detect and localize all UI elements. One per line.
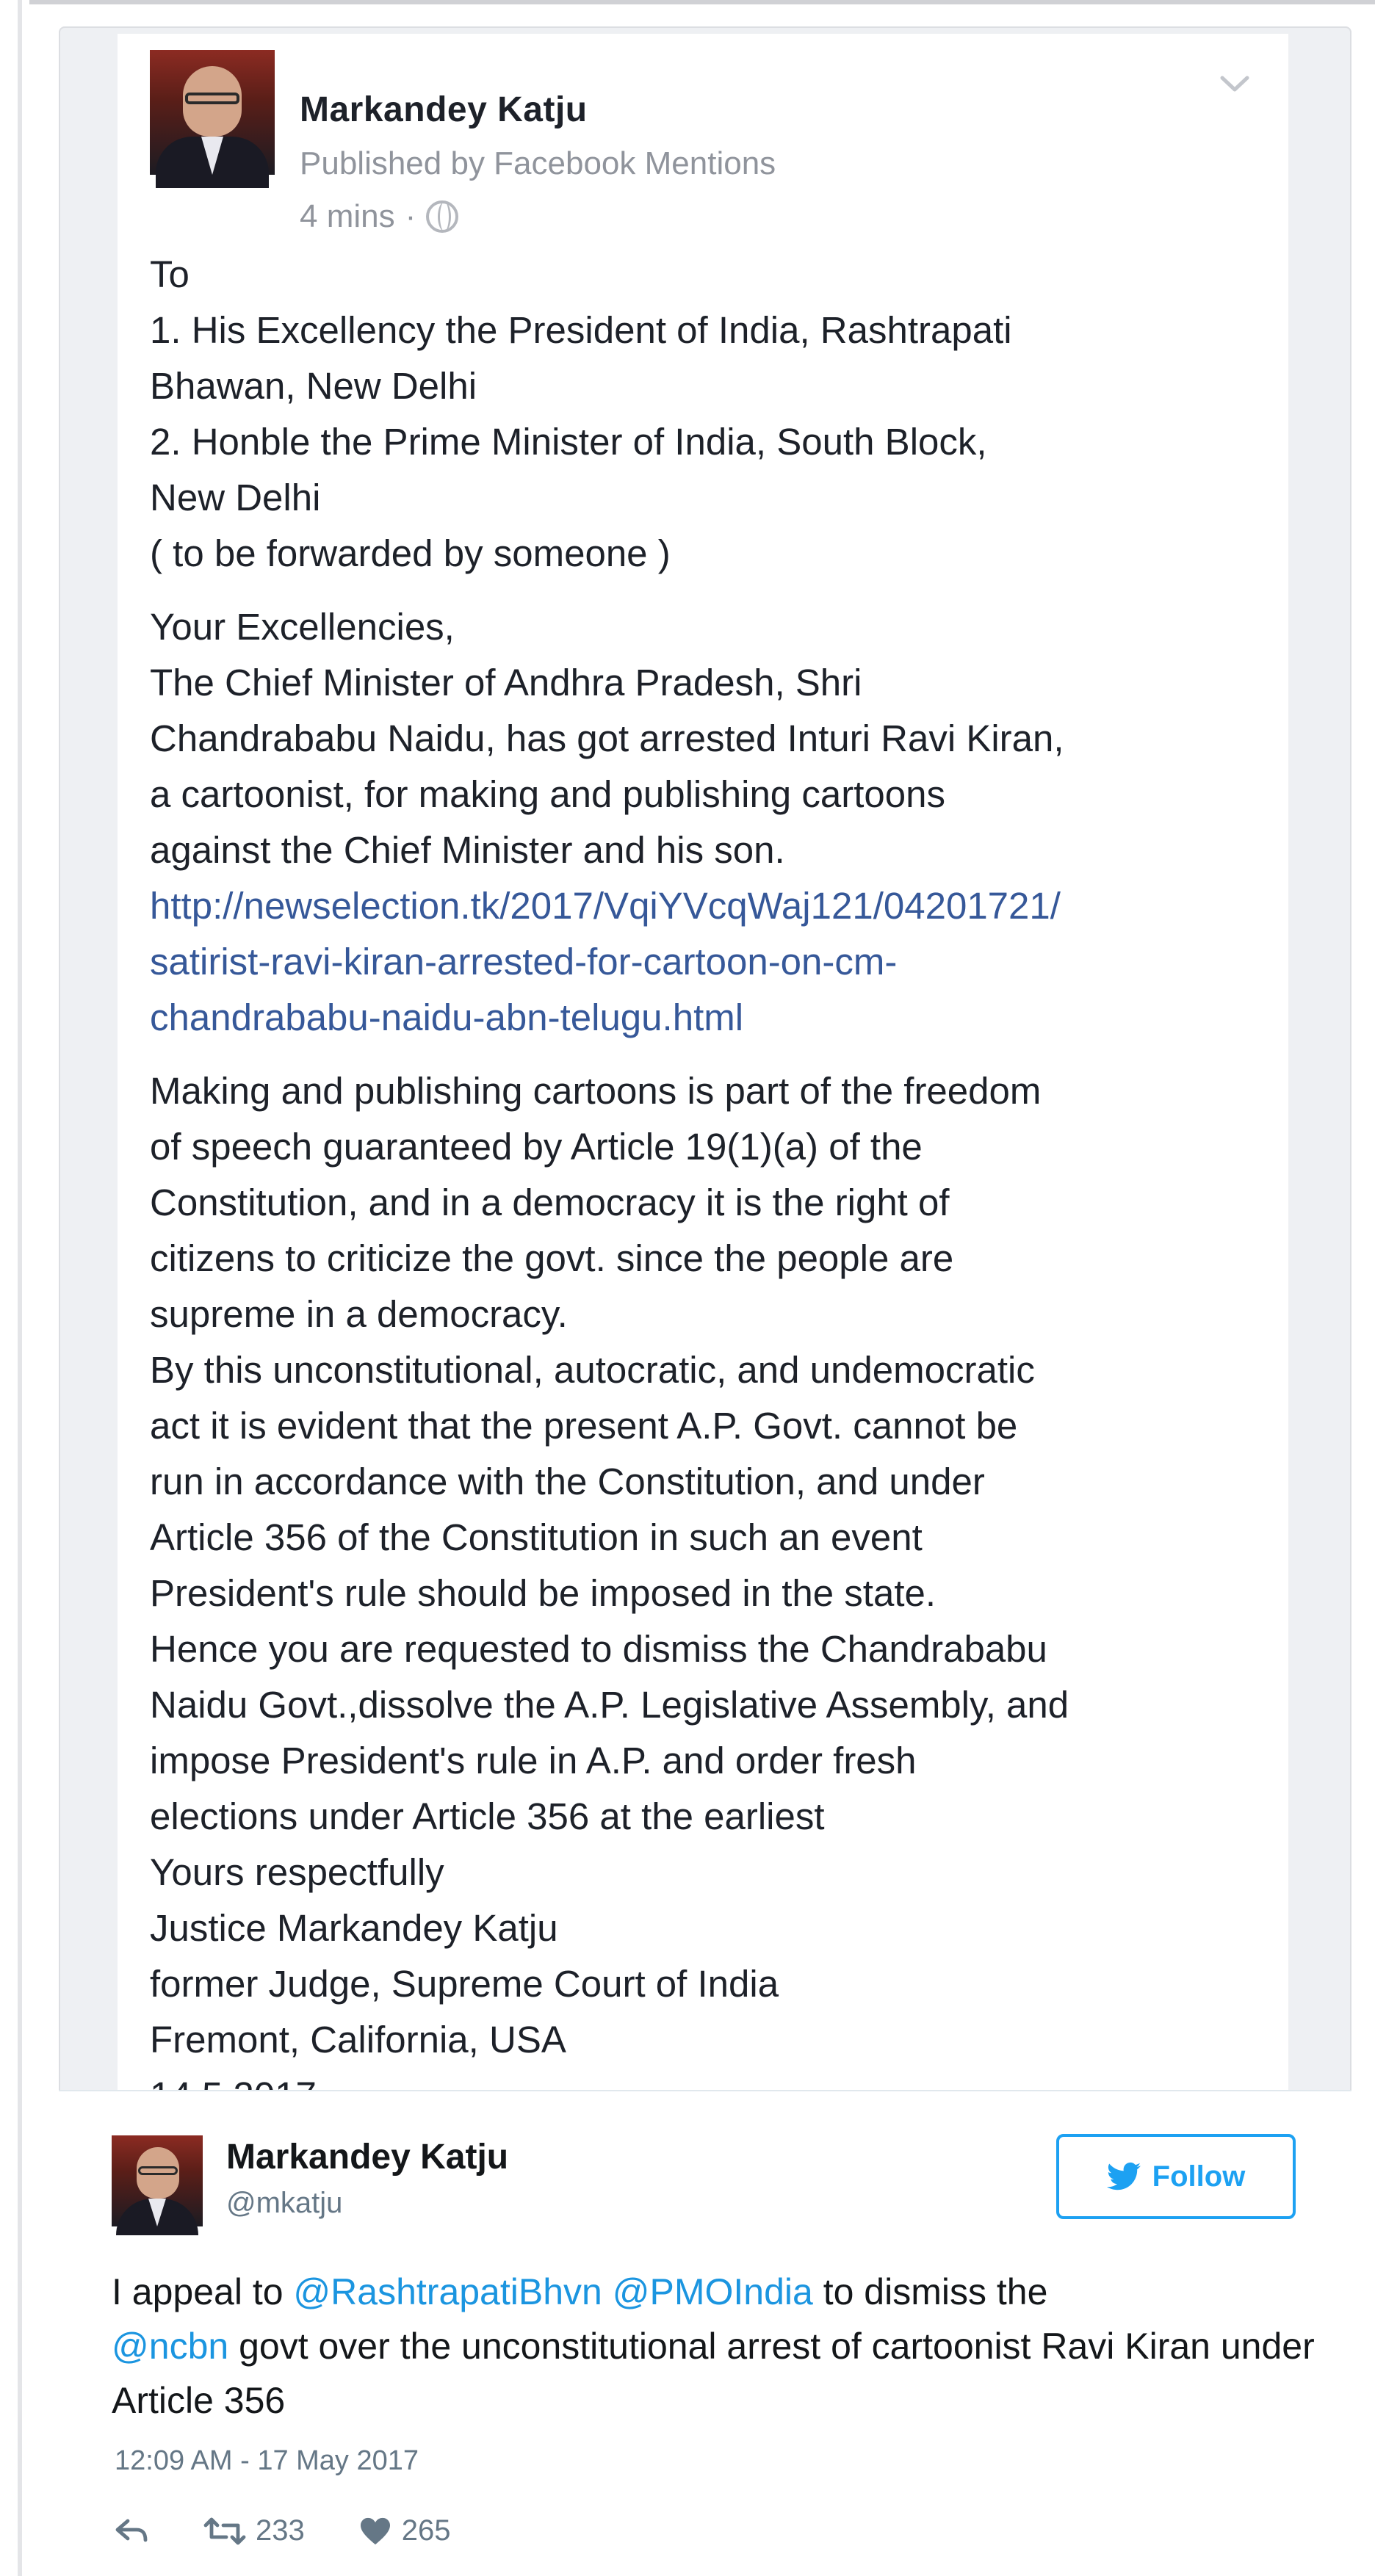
paragraph-address xyxy=(150,247,1266,582)
embedded-tweet xyxy=(59,2090,1351,2576)
globe-icon xyxy=(426,200,458,233)
like-count: 265 xyxy=(401,2514,451,2547)
body-line: Hence you are requested to dismiss the Chandrababu xyxy=(150,1628,1047,1670)
body-line: of speech guaranteed by Article 19(1)(a) of the xyxy=(150,1126,923,1168)
published-by[interactable]: Published by Facebook Mentions xyxy=(300,145,776,181)
reply-action[interactable] xyxy=(115,2517,150,2546)
avatar-glasses xyxy=(138,2166,178,2175)
body-line: ( to be forwarded by someone ) xyxy=(150,532,671,574)
body-line: 2. Honble the Prime Minister of India, South Block, xyxy=(150,421,987,463)
body-line: Yours respectfully xyxy=(150,1851,444,1893)
author-name[interactable]: Markandey Katju xyxy=(300,90,588,129)
body-line: Fremont, California, USA xyxy=(150,2019,566,2061)
mention-link[interactable]: @RashtrapatiBhvn xyxy=(293,2271,602,2312)
body-line: Your Excellencies, xyxy=(150,606,455,648)
body-line: By this unconstitutional, autocratic, and undemocratic xyxy=(150,1349,1035,1391)
follow-button[interactable] xyxy=(1056,2134,1296,2219)
paragraph-request xyxy=(150,1063,1266,2124)
article-link[interactable]: satirist-ravi-kiran-arrested-for-cartoon-on-cm- xyxy=(150,941,898,983)
tweet-author-handle[interactable]: @mkatju xyxy=(226,2187,343,2219)
body-line: elections under Article 356 at the earliest xyxy=(150,1795,825,1837)
facebook-post xyxy=(118,34,1288,2090)
paragraph-salutation xyxy=(150,599,1266,1046)
post-body xyxy=(150,247,1266,2141)
body-line: Bhawan, New Delhi xyxy=(150,365,477,407)
body-line: Naidu Govt.,dissolve the A.P. Legislative Assembly, and xyxy=(150,1684,1069,1726)
body-line: New Delhi xyxy=(150,477,321,518)
avatar-glasses xyxy=(185,93,239,104)
tweet-actions xyxy=(115,2514,505,2547)
mention-link[interactable]: @ncbn xyxy=(112,2326,229,2367)
meta-separator: · xyxy=(405,198,416,234)
tweet-text-part: I appeal to xyxy=(112,2271,294,2312)
body-line: Chandrababu Naidu, has got arrested Inturi Ravi Kiran, xyxy=(150,717,1064,759)
body-line: former Judge, Supreme Court of India xyxy=(150,1963,779,2005)
body-line: Making and publishing cartoons is part of the freedom xyxy=(150,1070,1042,1112)
author-avatar[interactable] xyxy=(150,50,275,175)
reply-icon xyxy=(115,2517,150,2546)
follow-label: Follow xyxy=(1152,2160,1246,2193)
tweet-author-avatar[interactable] xyxy=(112,2135,203,2226)
tweet-timestamp[interactable]: 12:09 AM - 17 May 2017 xyxy=(115,2445,419,2476)
body-line: citizens to criticize the govt. since the people are xyxy=(150,1237,954,1279)
body-line: Article 356 of the Constitution in such an event xyxy=(150,1516,923,1558)
body-line: Constitution, and in a democracy it is the right of xyxy=(150,1182,950,1223)
tweet-text-part: govt over the unconstitutional arrest of cartoonist Ravi Kiran under Article 356 xyxy=(112,2326,1315,2421)
body-line: supreme in a democracy. xyxy=(150,1293,568,1335)
retweet-count: 233 xyxy=(256,2514,305,2547)
body-line: act it is evident that the present A.P. Govt. cannot be xyxy=(150,1405,1018,1447)
top-divider xyxy=(0,0,1375,4)
body-line: The Chief Minister of Andhra Pradesh, Shri xyxy=(150,662,862,703)
like-action[interactable] xyxy=(359,2514,451,2547)
retweet-icon xyxy=(204,2517,245,2546)
post-time[interactable]: 4 mins xyxy=(300,198,395,234)
body-line: 1. His Excellency the President of India, Rashtrapati xyxy=(150,309,1012,351)
article-link[interactable]: http://newselection.tk/2017/VqiYVcqWaj121/04201721/ xyxy=(150,885,1061,927)
body-line: Justice Markandey Katju xyxy=(150,1907,558,1949)
body-line: run in accordance with the Constitution, and under xyxy=(150,1461,985,1502)
body-line: against the Chief Minister and his son. xyxy=(150,829,785,871)
body-line: President's rule should be imposed in the state. xyxy=(150,1572,936,1614)
post-meta xyxy=(300,198,458,235)
chevron-down-icon[interactable] xyxy=(1216,66,1253,103)
tweet-text xyxy=(112,2265,1316,2428)
tweet-text-part: to dismiss the xyxy=(812,2271,1048,2312)
heart-icon xyxy=(359,2517,391,2546)
tweet-author-name[interactable]: Markandey Katju xyxy=(226,2138,509,2177)
left-divider xyxy=(0,0,29,2576)
twitter-bird-icon xyxy=(1107,2162,1141,2191)
tweet-text-part xyxy=(602,2271,613,2312)
article-link[interactable]: chandrababu-naidu-abn-telugu.html xyxy=(150,996,744,1038)
body-line: a cartoonist, for making and publishing cartoons xyxy=(150,773,945,815)
mention-link[interactable]: @PMOIndia xyxy=(612,2271,813,2312)
body-line: impose President's rule in A.P. and order fresh xyxy=(150,1740,917,1781)
retweet-action[interactable] xyxy=(204,2514,305,2547)
body-line: To xyxy=(150,253,190,295)
